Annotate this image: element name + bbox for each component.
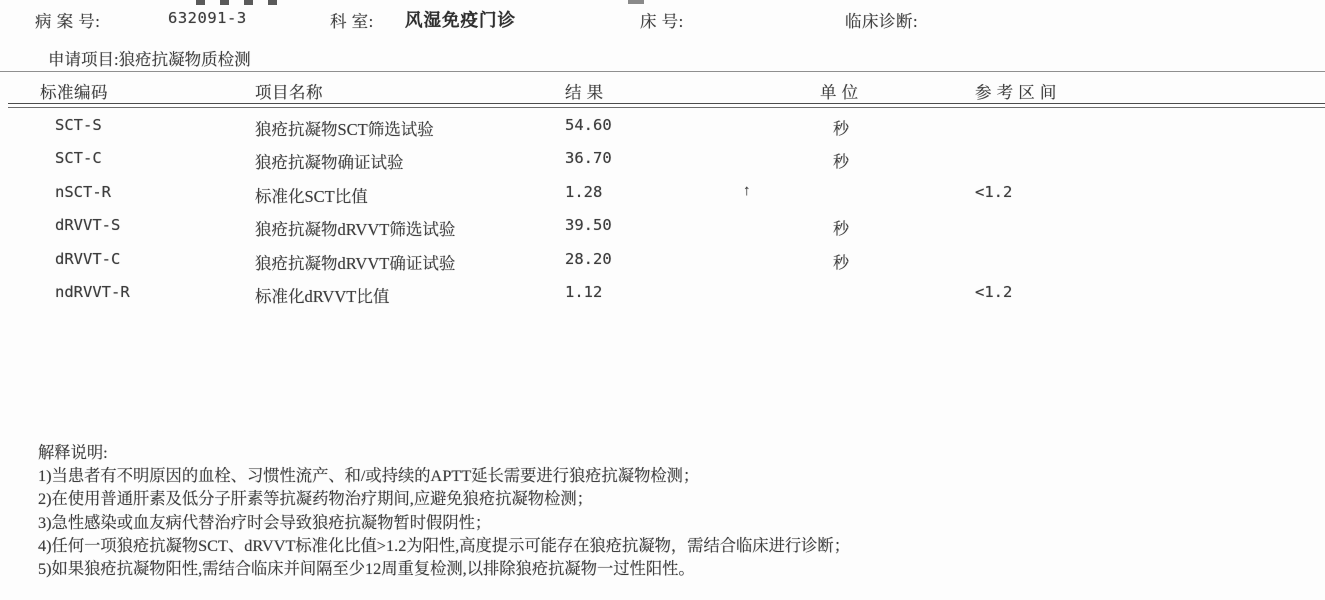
results-table — [0, 110, 1325, 310]
test-unit: 秒 — [833, 254, 850, 272]
department-value: 风湿免疫门诊 — [405, 10, 516, 30]
test-code: ndRVVT-R — [55, 282, 130, 301]
note-item: 3)急性感染或血友病代替治疗时会导致狼疮抗凝物暂时假阴性； — [38, 512, 492, 532]
header-double-rule — [8, 103, 1325, 108]
interpretation-notes — [38, 441, 1288, 580]
note-item: 5)如果狼疮抗凝物阳性,需结合临床并间隔至少12周重复检测,以排除狼疮抗凝物一过性阳性。 — [38, 559, 695, 579]
request-value: 狼疮抗凝物质检测 — [118, 50, 251, 69]
col-header-ref: 参 考 区 间 — [975, 83, 1057, 102]
abnormal-flag-icon: ↑ — [743, 182, 751, 199]
test-name: 狼疮抗凝物确证试验 — [255, 153, 404, 173]
table-row — [0, 244, 1325, 277]
test-code: nSCT-R — [55, 182, 111, 201]
test-name: 标准化dRVVT比值 — [255, 286, 390, 306]
table-row — [0, 277, 1325, 310]
test-name: 狼疮抗凝物dRVVT确证试验 — [255, 253, 456, 273]
test-name: 狼疮抗凝物dRVVT筛选试验 — [255, 220, 456, 240]
table-row — [0, 143, 1325, 176]
notes-title: 解释说明: — [38, 443, 108, 462]
bed-number-label: 床 号: — [640, 12, 684, 31]
note-item: 1)当患者有不明原因的血栓、习惯性流产、和/或持续的APTT延长需要进行狼疮抗凝物检测； — [38, 466, 700, 486]
cropped-title-fragment — [196, 0, 292, 5]
department-label: 科 室: — [330, 12, 374, 31]
col-header-name: 项目名称 — [255, 83, 323, 102]
col-header-code: 标准编码 — [40, 83, 108, 102]
case-number-value: 632091-3 — [168, 9, 247, 27]
test-unit: 秒 — [833, 154, 850, 172]
case-number-label: 病 案 号: — [35, 12, 101, 31]
reference-range: <1.2 — [975, 282, 1013, 301]
test-unit: 秒 — [833, 221, 850, 239]
test-code: SCT-S — [55, 116, 102, 134]
cropped-title-fragment — [628, 0, 644, 4]
test-code: dRVVT-C — [55, 249, 121, 268]
test-result: 54.60 — [565, 116, 612, 134]
table-row — [0, 210, 1325, 243]
test-result: 39.50 — [565, 216, 612, 235]
request-label: 申请项目: — [48, 50, 119, 69]
table-row — [0, 177, 1325, 210]
col-header-unit: 单 位 — [820, 83, 859, 102]
table-row — [0, 110, 1325, 143]
test-result: 28.20 — [565, 249, 612, 268]
test-unit: 秒 — [833, 121, 850, 138]
table-header-row — [0, 79, 1325, 103]
request-row — [48, 46, 251, 70]
test-result: 1.12 — [565, 282, 603, 301]
note-item: 2)在使用普通肝素及低分子肝素等抗凝药物治疗期间,应避免狼疮抗凝物检测； — [38, 489, 593, 509]
divider-line — [0, 71, 1325, 72]
test-code: SCT-C — [55, 149, 102, 168]
note-item: 4)任何一项狼疮抗凝物SCT、dRVVT标准化比值>1.2为阳性,高度提示可能存在狼疮抗凝物，需结合临床进行诊断； — [38, 535, 850, 555]
col-header-result: 结 果 — [565, 83, 604, 102]
test-name: 狼疮抗凝物SCT筛选试验 — [255, 120, 434, 139]
test-result: 36.70 — [565, 149, 612, 168]
reference-range: <1.2 — [975, 182, 1013, 201]
test-code: dRVVT-S — [55, 216, 121, 235]
test-result: 1.28 — [565, 182, 603, 201]
test-name: 标准化SCT比值 — [255, 186, 368, 206]
clinical-diagnosis-label: 临床诊断: — [845, 12, 919, 31]
